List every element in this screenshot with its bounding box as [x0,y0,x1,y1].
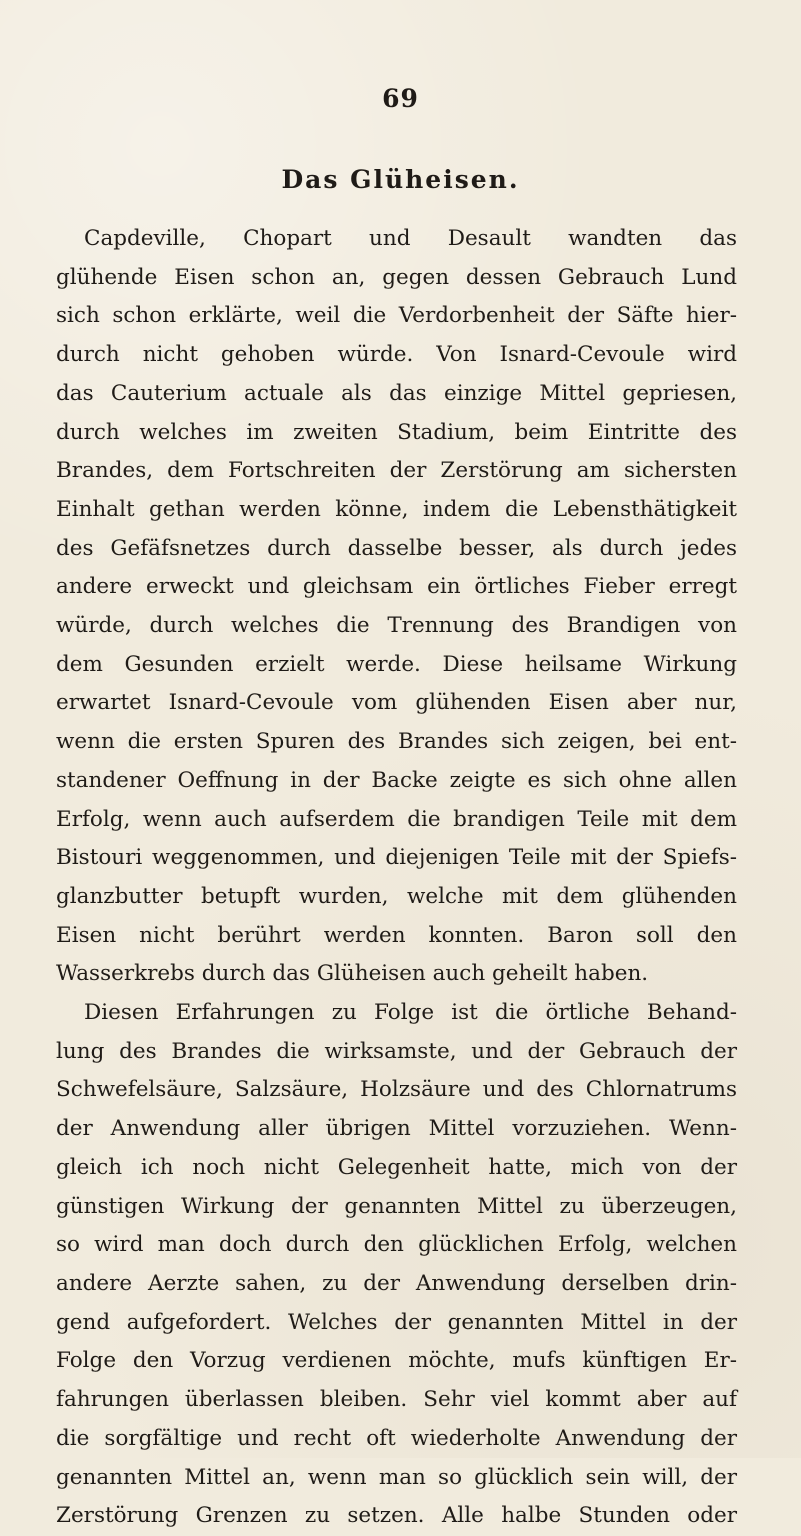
text-line: Wasserkrebs durch das Glüheisen auch geheilt haben. [56,961,649,987]
text-line: Bistouri weggenommen, und diejenigen Teile mit der Spiefs- [56,845,737,871]
text-line: glanzbutter betupft wurden, welche mit dem glühenden [56,883,737,909]
text-line: gend aufgefordert. Welches der genannten Mittel in der [56,1309,737,1335]
text-line: Diesen Erfahrungen zu Folge ist die örtliche Behand- [84,1000,737,1026]
paragraph-2 [56,994,737,1536]
text-line: dem Gesunden erzielt werde. Diese heilsame Wirkung [56,651,737,677]
text-line: Capdeville, Chopart und Desault wandten das [84,226,737,251]
paragraph-1 [56,220,737,994]
text-line: Einhalt gethan werden könne, indem die Lebensthätigkeit [56,496,737,522]
text-line: würde, durch welches die Trennung des Brandigen von [56,613,737,639]
text-line: lung des Brandes die wirksamste, und der Gebrauch der [56,1038,737,1064]
text-line: so wird man doch durch den glücklichen Erfolg, welchen [56,1232,737,1258]
text-line: der Anwendung aller übrigen Mittel vorzuziehen. Wenn- [56,1116,737,1142]
text-line: erwartet Isnard-Cevoule vom glühenden Eisen aber nur, [56,690,737,716]
text-line: glühende Eisen schon an, gegen dessen Gebrauch Lund [56,264,737,290]
body-text [56,220,737,1536]
text-line: Eisen nicht berührt werden konnten. Baron soll den [56,922,737,948]
text-line: durch nicht gehoben würde. Von Isnard-Cevoule wird [56,342,737,368]
text-line: fahrungen überlassen bleiben. Sehr viel kommt aber auf [56,1387,737,1413]
text-line: andere erweckt und gleichsam ein örtliches Fieber erregt [56,574,737,600]
text-line: Schwefelsäure, Salzsäure, Holzsäure und des Chlornatrums [56,1077,737,1103]
text-line: des Gefäfsnetzes durch dasselbe besser, als durch jedes [56,535,737,561]
section-heading: Das Glüheisen. [281,165,520,194]
page-number: 69 [382,84,419,113]
text-line: wenn die ersten Spuren des Brandes sich zeigen, bei ent- [56,729,737,755]
text-line: andere Aerzte sahen, zu der Anwendung derselben drin- [56,1270,737,1296]
text-line: sich schon erklärte, weil die Verdorbenheit der Säfte hier- [56,303,737,329]
text-line: das Cauterium actuale als das einzige Mittel gepriesen, [56,380,737,406]
text-line: günstigen Wirkung der genannten Mittel zu überzeugen, [56,1193,737,1219]
text-line: Zerstörung Grenzen zu setzen. Alle halbe Stunden oder [56,1503,737,1529]
text-line: durch welches im zweiten Stadium, beim Eintritte des [56,419,737,445]
text-line: Folge den Vorzug verdienen möchte, mufs künftigen Er- [56,1348,737,1374]
text-line: Erfolg, wenn auch aufserdem die brandigen Teile mit dem [56,806,737,832]
text-line: genannten Mittel an, wenn man so glücklich sein will, der [56,1464,737,1490]
text-line: gleich ich noch nicht Gelegenheit hatte, mich von der [56,1154,737,1180]
text-line: Brandes, dem Fortschreiten der Zerstörung am sichersten [56,458,737,484]
text-line: standener Oeffnung in der Backe zeigte es sich ohne allen [56,767,737,793]
text-line: die sorgfältige und recht oft wiederholte Anwendung der [56,1425,737,1451]
